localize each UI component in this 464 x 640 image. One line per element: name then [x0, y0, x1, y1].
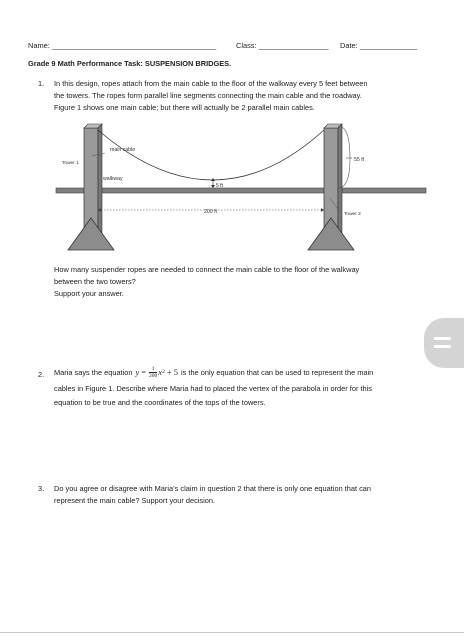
q1-line-2: the towers. The ropes form parallel line segments connecting the main cable and the roadway.: [54, 91, 362, 100]
q1-question-line-1: How many suspender ropes are needed to connect the main cable to the floor of the walkway: [54, 265, 360, 274]
tower-1-base: [68, 218, 114, 250]
class-field-label: Class: _________________: [236, 41, 329, 50]
q1-line-3: Figure 1 shows one main cable; but there will actually be 2 parallel main cables.: [54, 103, 315, 112]
q1-number: 1.: [38, 79, 45, 88]
eq-frac-den: 200: [149, 372, 158, 379]
q2-prefix: Maria says the equation: [54, 367, 133, 377]
span-label: 200 ft: [204, 209, 217, 215]
tower-1-label: Tower 1: [62, 161, 79, 166]
tower-2-base: [308, 218, 354, 250]
main-cable: [98, 130, 324, 180]
walkway-deck: [56, 188, 426, 193]
q3-number: 3.: [38, 484, 45, 493]
eq-fraction: [149, 366, 157, 379]
eq-x: x: [158, 367, 163, 377]
page-bottom-divider: [0, 632, 464, 633]
date-field-label: Date: ______________: [340, 41, 418, 50]
q1-question-line-3: Support your answer.: [54, 289, 124, 298]
q1-line-1: In this design, ropes attach from the main cable to the floor of the walkway every 5 feet between: [54, 79, 368, 88]
q2-line-1: [54, 364, 373, 380]
q2-line-3: equation to be true and the coordinates of the tops of the towers.: [54, 398, 266, 407]
eq-exponent: 2: [162, 369, 165, 375]
main-cable-label: main cable: [110, 147, 136, 153]
height-label: 55 ft: [354, 157, 365, 163]
q2-line-2: cables in Figure 1. Describe where Maria had to placed the vertex of the parabola in order for this: [54, 384, 372, 393]
side-menu-handle[interactable]: [424, 318, 464, 368]
eq-y: y: [135, 367, 140, 377]
suspension-bridge-figure: [0, 118, 464, 258]
q2-number: 2.: [38, 370, 45, 379]
worksheet-title: Grade 9 Math Performance Task: SUSPENSION BRIDGES.: [28, 59, 232, 68]
walkway-label: walkway: [103, 176, 123, 182]
q2-suffix: is the only equation that can be used to represent the main: [181, 367, 374, 377]
eq-equals: =: [141, 367, 147, 377]
sag-label: 5 ft: [216, 183, 223, 189]
menu-icon-bar: [434, 345, 451, 348]
menu-icon: [434, 337, 451, 340]
eq-tail: + 5: [166, 367, 178, 377]
q3-line-2: represent the main cable? Support your decision.: [54, 496, 216, 505]
q3-line-1: Do you agree or disagree with Maria’s claim in question 2 that there is only one equation that can: [54, 484, 372, 493]
eq-frac-num: 1: [149, 366, 157, 373]
q1-question-line-2: between the two towers?: [54, 277, 136, 286]
tower-2-label: Tower 2: [344, 212, 361, 217]
name-field-label: Name: ________________________________________: [28, 41, 217, 50]
